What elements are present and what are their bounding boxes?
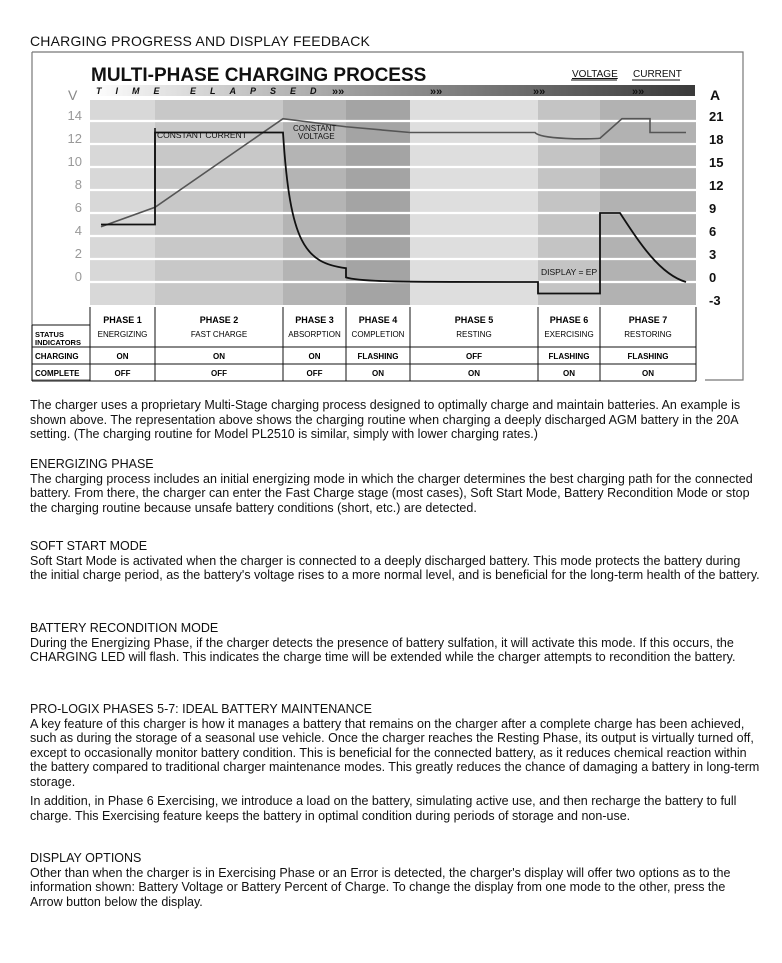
right-tick-label: 6 [709,224,717,239]
complete-status: ON [372,369,384,378]
charging-status: FLASHING [548,352,590,361]
text-section [30,398,760,442]
section-paragraph: Soft Start Mode is activated when the charger is connected to a deeply discharged battery. This mode protects the battery during the initial charge period, as the battery's voltage rises to a more normal level, and is beneficial for the long-term health of the battery. [30,553,760,582]
phase-label: PHASE 6 [549,315,589,325]
section-paragraph: The charger uses a proprietary Multi-Stage charging process designed to optimally charge and maintain batteries. An example is shown above. The representation above shows the charging routine when charging a deeply discharged AGM battery in the 20A setting. (The charging routine for Model PL2510 is similar, simply with lower charging rates.) [30,398,741,441]
right-tick-label: 21 [709,109,724,124]
text-section [30,621,760,665]
phase-name: COMPLETION [351,330,405,339]
phase-name: FAST CHARGE [190,330,248,339]
phase-label: PHASE 5 [454,315,494,325]
section-title: BATTERY RECONDITION MODE [30,621,219,635]
status-header-2: INDICATORS [35,338,81,347]
status-row-label: CHARGING [35,352,79,361]
text-section [30,539,760,583]
phase5-band [410,100,538,305]
left-tick-label: 14 [67,108,82,123]
right-axis-label: A [710,87,721,103]
section-title: PRO-LOGIX PHASES 5-7: IDEAL BATTERY MAINTENANCE [30,702,372,716]
status-row-label: COMPLETE [35,369,80,378]
complete-status: OFF [211,369,227,378]
section-title: SOFT START MODE [30,539,148,553]
time-elapsed-label: TIME ELAPSED [96,86,331,96]
legend-current: CURRENT [633,69,682,80]
display-ep-label: DISPLAY = EP [541,267,598,277]
charging-status: OFF [466,352,482,361]
phase-label: PHASE 2 [199,315,239,325]
right-tick-label: 15 [709,155,724,170]
arrow-icon: »» [533,86,546,98]
section-paragraph: In addition, in Phase 6 Exercising, we introduce a load on the battery, simulating active use, and then recharge the battery to full charge. This Exercising feature keeps the battery in optimal condition during periods of storage and non-use. [30,794,737,823]
phase-label: PHASE 7 [628,315,668,325]
status-header: STATUS [35,330,64,339]
right-tick-label: 9 [709,201,717,216]
left-tick-label: 8 [74,177,82,192]
phase-name: ENERGIZING [97,330,148,339]
text-section [30,851,760,909]
right-tick-label: -3 [709,293,721,308]
phase-name: EXERCISING [544,330,594,339]
charging-status: ON [213,352,225,361]
phase-label: PHASE 3 [295,315,334,325]
left-tick-label: 10 [67,154,82,169]
text-section [30,702,760,823]
complete-status: OFF [306,369,323,378]
phase7-band [600,100,696,305]
section-paragraph: During the Energizing Phase, if the charger detects the presence of battery sulfation, it will activate this mode. If this occurs, the CHARGING LED will flash. This indicates the charge time will be extended while the charger attempts to recondition the battery. [30,635,736,664]
section-paragraph: The charging process includes an initial energizing mode in which the charger determines the best charging path for the connected battery. From there, the charger can enter the Fast Charge stage (most cases), Soft Start Mode, Battery Recondition Mode or stop the charging routine because unsafe battery conditions (short, etc.) are detected. [30,471,753,515]
charging-status: ON [116,352,129,361]
left-tick-label: 4 [74,223,82,238]
right-tick-label: 18 [709,132,724,147]
text-section [30,457,760,515]
left-tick-label: 12 [67,131,82,146]
left-tick-label: 6 [74,200,82,215]
phase4-band [346,100,410,305]
left-axis-label: V [68,87,78,103]
right-tick-label: 0 [709,270,717,285]
section-paragraph: A key feature of this charger is how it manages a battery that remains on the charger after a complete charge has been achieved, such as during the storage of a seasonal use vehicle. Once the charger reaches the Resting Phase, its output is virtually turned off, except to occasionally monitor battery condition. This is beneficial for the connected battery, as it reduces chemical reaction within the battery compared to traditional charger maintenance modes. This greatly reduces the chance of damaging a battery in long-term storage. [30,716,760,789]
phase-name: ABSORPTION [288,330,341,339]
legend-voltage: VOLTAGE [572,69,618,80]
phase-name: RESTING [456,330,492,339]
right-tick-label: 12 [709,178,724,193]
phase1-band [90,100,155,305]
phase-label: PHASE 1 [103,315,142,325]
complete-status: OFF [114,369,131,378]
phase-table [32,307,696,381]
complete-status: ON [642,369,654,378]
section-paragraph: Other than when the charger is in Exercising Phase or an Error is detected, the charger's display will offer two options as to the information shown: Battery Voltage or Battery Percent of Charge. To change the display from one mode to the other, press the Arrow button below the display. [30,865,731,909]
page-heading: CHARGING PROGRESS AND DISPLAY FEEDBACK [30,33,371,49]
section-title: DISPLAY OPTIONS [30,851,142,865]
constant-current-label: CONSTANT CURRENT [157,130,247,140]
section-title: ENERGIZING PHASE [30,457,154,471]
complete-status: ON [563,369,575,378]
charging-status: ON [308,352,321,361]
arrow-icon: »» [332,86,345,98]
charging-chart [0,0,782,392]
left-tick-label: 0 [74,269,82,284]
constant-voltage-label: CONSTANT [293,124,337,133]
right-axis-ticks [709,109,723,308]
phase-label: PHASE 4 [358,315,398,325]
right-tick-label: 3 [709,247,717,262]
complete-status: ON [468,369,480,378]
left-axis-ticks [68,108,82,284]
charging-status: FLASHING [627,352,669,361]
chart-title: MULTI-PHASE CHARGING PROCESS [91,65,427,86]
arrow-icon: »» [632,86,645,98]
charging-status: FLASHING [357,352,399,361]
constant-voltage-label-2: VOLTAGE [298,132,335,141]
phase-name: RESTORING [624,330,672,339]
arrow-icon: »» [430,86,443,98]
left-tick-label: 2 [74,246,82,261]
